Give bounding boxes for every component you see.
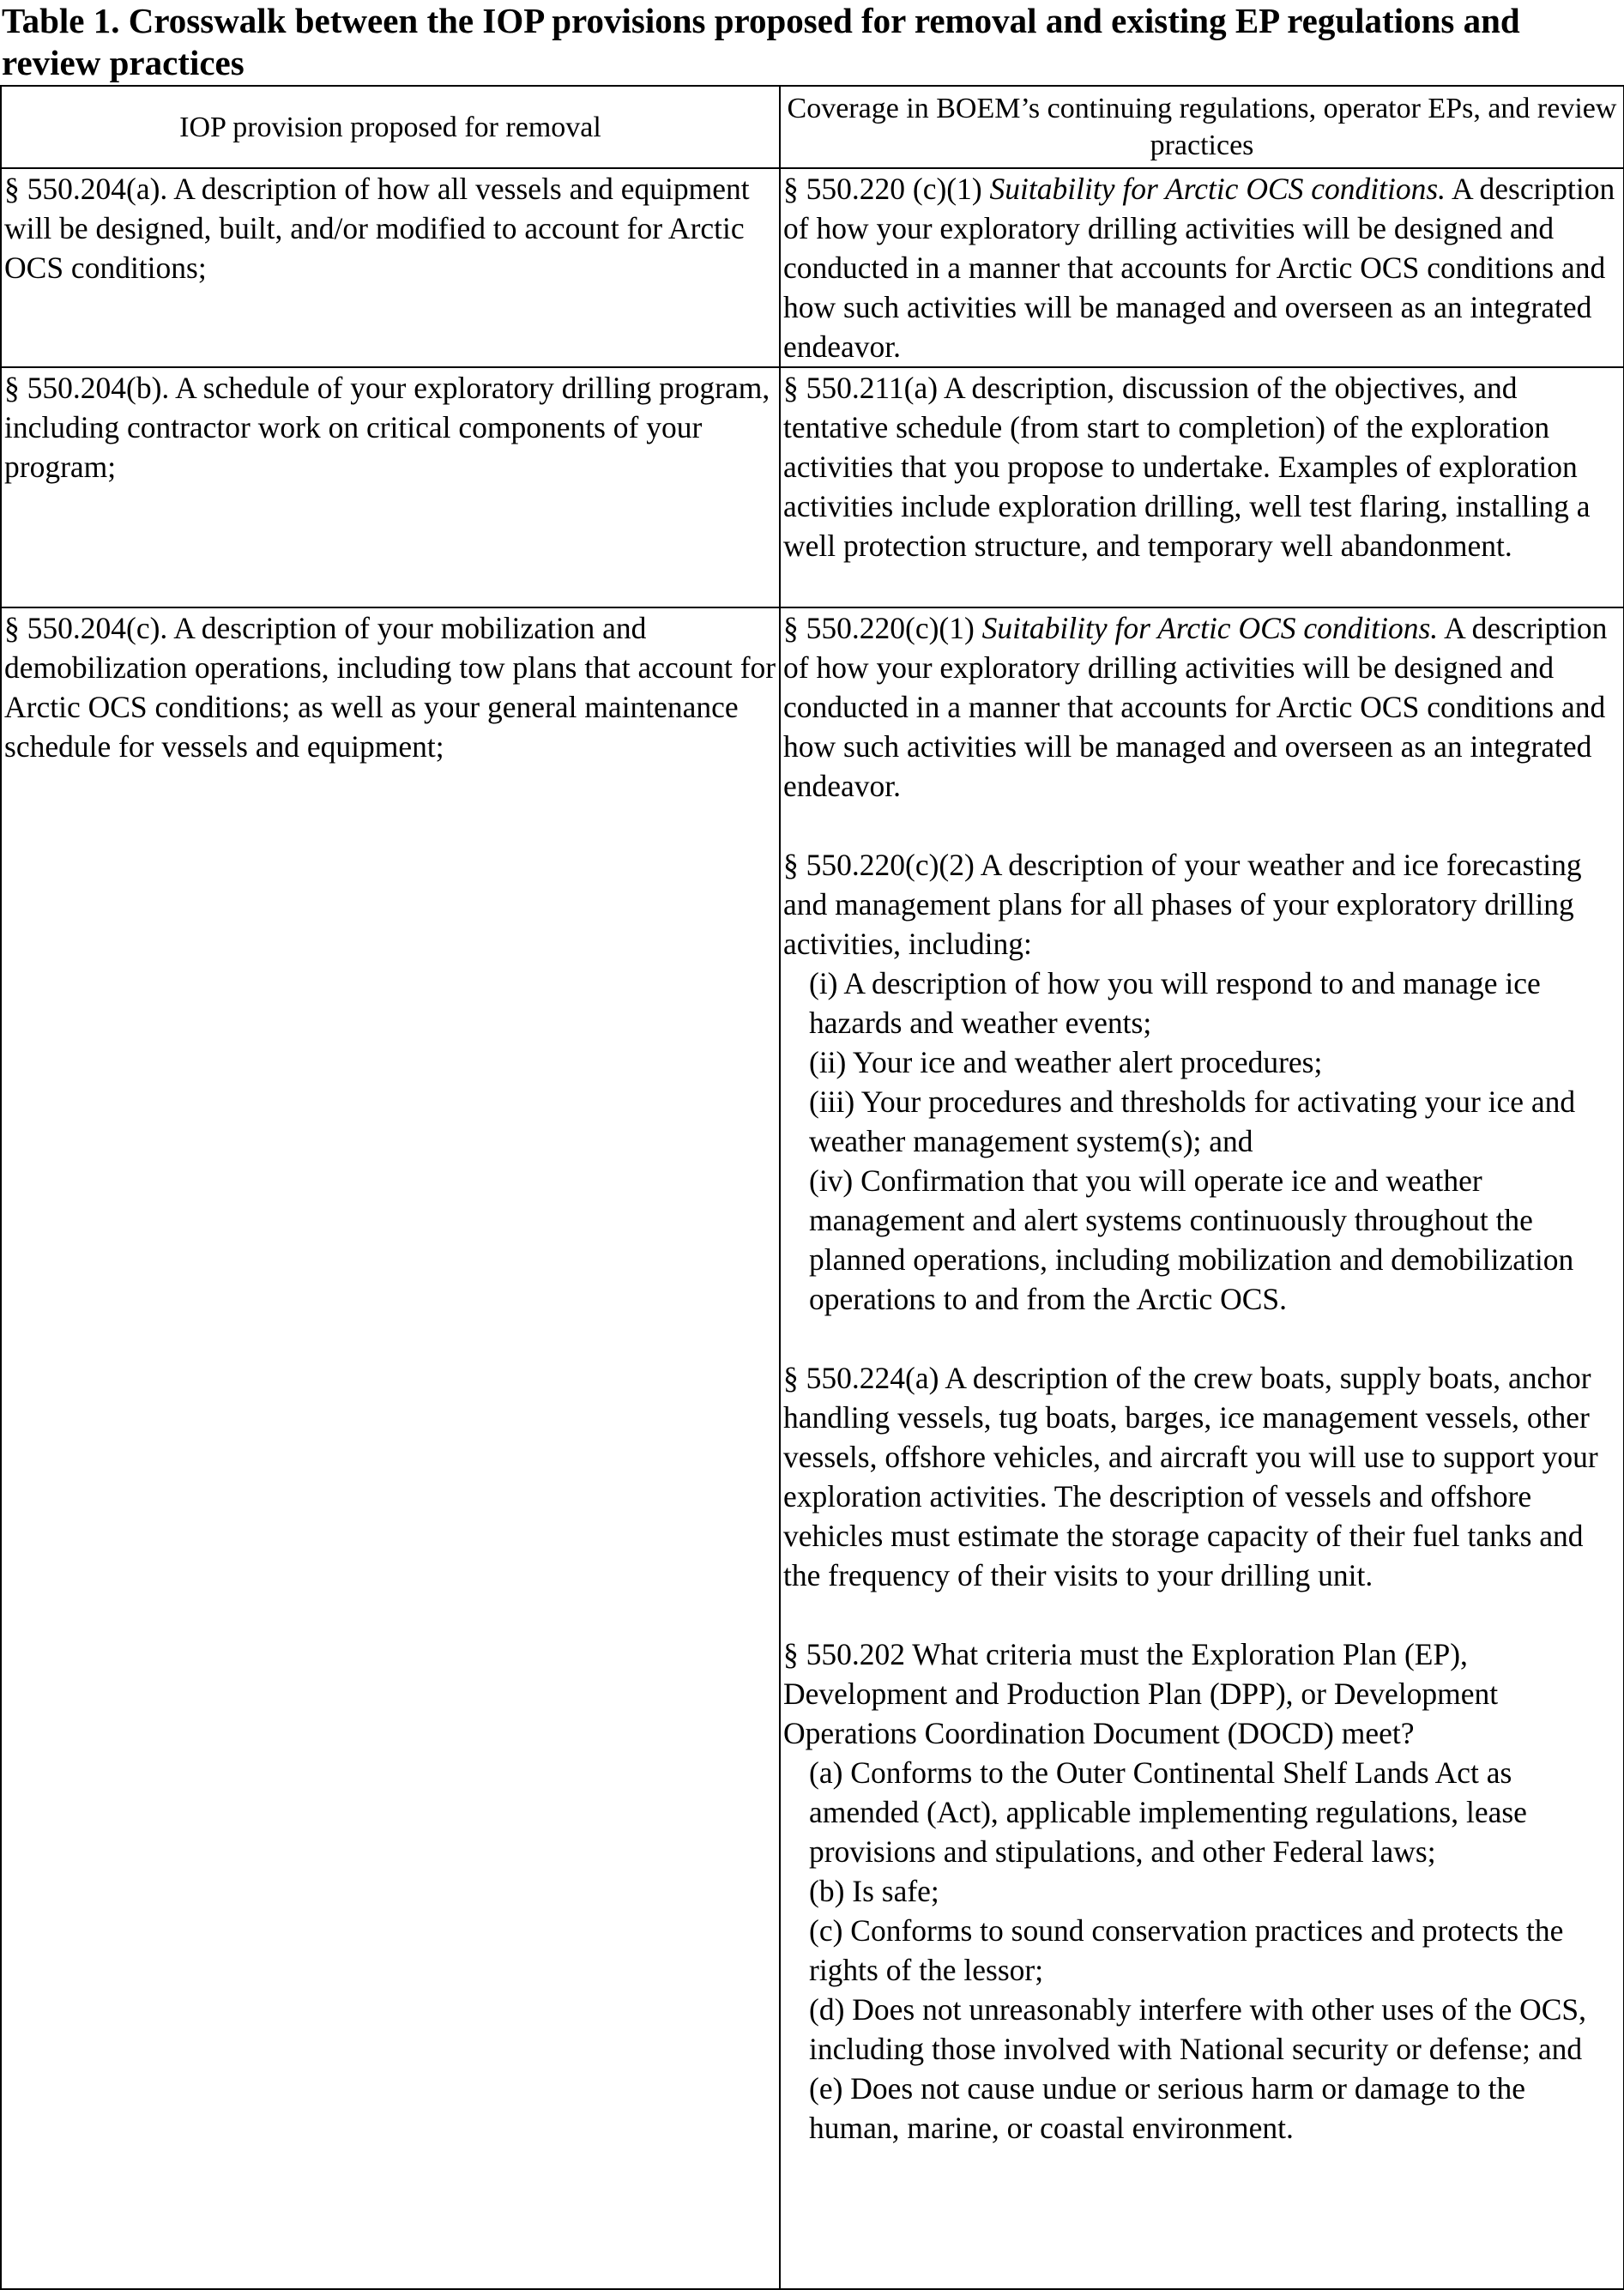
paragraph-gap (783, 806, 1623, 845)
paragraph-gap (783, 1595, 1623, 1634)
provision-cell: § 550.204(b). A schedule of your exploratory drilling program, including contractor work on critical components of your program; (1, 367, 780, 607)
coverage-item: § 550.220(c)(2) A description of your weather and ice forecasting and management plans for all phases of your exploratory drilling activities, including: (783, 848, 1582, 961)
header-row (1, 86, 1624, 168)
table-row (1, 168, 1624, 367)
coverage-subitem: (d) Does not unreasonably interfere with other uses of the OCS, including those involved with National security or defense; and (809, 1992, 1587, 2066)
coverage-cell (780, 168, 1624, 367)
provision-cell: § 550.204(c). A description of your mobilization and demobilization operations, including tow plans that account for Arctic OCS conditions; as well as your general maintenance schedule for vessels and equipment; (1, 607, 780, 2289)
coverage-italic-heading: Suitability for Arctic OCS conditions. (989, 172, 1446, 206)
paragraph-gap (783, 1319, 1623, 1358)
coverage-item: § 550.211(a) A description, discussion of the objectives, and tentative schedule (from start to completion) of the exploration activities that you propose to undertake. Examples of exploration activities include exploration drilling, well test flaring, installing a well protection structure, and temporary well abandonment. (783, 371, 1591, 563)
coverage-text: A description of how your exploratory drilling activities will be designed and conducted in a manner that accounts for Arctic OCS conditions and how such activities will be managed and overseen as an integrated endeavor. (783, 172, 1615, 364)
header-coverage: Coverage in BOEM’s continuing regulations, operator EPs, and review practices (780, 86, 1624, 168)
header-iop-provision: IOP provision proposed for removal (1, 86, 780, 168)
coverage-subitem: (ii) Your ice and weather alert procedures; (809, 1045, 1323, 1079)
coverage-subitem: (a) Conforms to the Outer Continental Shelf Lands Act as amended (Act), applicable implementing regulations, lease provisions and stipulations, and other Federal laws; (809, 1755, 1527, 1869)
coverage-subitem: (iv) Confirmation that you will operate ice and weather management and alert systems continuously throughout the planned operations, including mobilization and demobilization operations to and from the Arctic OCS. (809, 1163, 1574, 1316)
crosswalk-table (0, 85, 1624, 2290)
coverage-subitem: (b) Is safe; (809, 1874, 939, 1908)
coverage-text: § 550.220(c)(1) (783, 611, 982, 645)
coverage-subitem: (i) A description of how you will respond to and manage ice hazards and weather events; (809, 966, 1541, 1040)
coverage-cell (780, 367, 1624, 607)
provision-cell: § 550.204(a). A description of how all vessels and equipment will be designed, built, and/or modified to account for Arctic OCS conditions; (1, 168, 780, 367)
coverage-item: § 550.224(a) A description of the crew boats, supply boats, anchor handling vessels, tug boats, barges, ice management vessels, other vessels, offshore vehicles, and aircraft you will use to support your exploration activities. The description of vessels and offshore vehicles must estimate the storage capacity of their fuel tanks and the frequency of their visits to your drilling unit. (783, 1361, 1598, 1592)
table-caption: Table 1. Crosswalk between the IOP provisions proposed for removal and existing EP regulations and review practices (2, 1, 1520, 82)
coverage-item: § 550.202 What criteria must the Exploration Plan (EP), Development and Production Plan (DPP), or Development Operations Coordination Document (DOCD) meet? (783, 1637, 1499, 1750)
coverage-text: A description of how your exploratory drilling activities will be designed and conducted in a manner that accounts for Arctic OCS conditions and how such activities will be managed and overseen as an integrated endeavor. (783, 611, 1608, 803)
table-row (1, 367, 1624, 607)
coverage-subitem: (iii) Your procedures and thresholds for activating your ice and weather management system(s); and (809, 1085, 1576, 1158)
coverage-text: § 550.220 (c)(1) (783, 172, 990, 206)
coverage-subitem: (e) Does not cause undue or serious harm or damage to the human, marine, or coastal environment. (809, 2071, 1525, 2145)
table-row (1, 607, 1624, 2289)
coverage-italic-heading: Suitability for Arctic OCS conditions. (981, 611, 1439, 645)
coverage-item (783, 169, 1623, 366)
coverage-cell (780, 607, 1624, 2289)
coverage-item (783, 608, 1623, 806)
coverage-subitem: (c) Conforms to sound conservation practices and protects the rights of the lessor; (809, 1913, 1564, 1987)
